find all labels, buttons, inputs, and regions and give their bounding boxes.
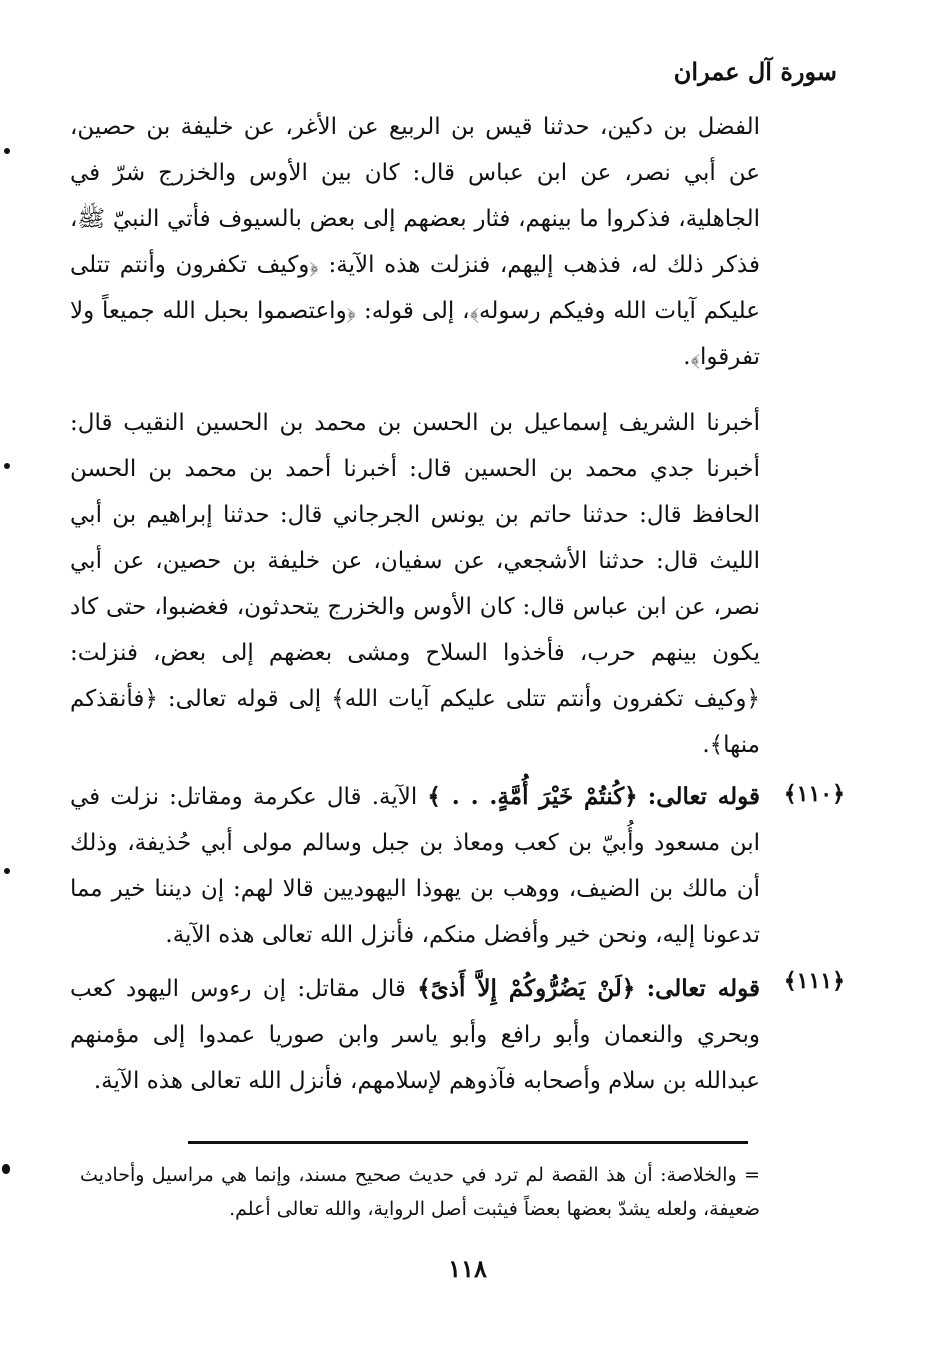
running-header: سورة آل عمران xyxy=(673,57,837,86)
paragraph-1: الفضل بن دكين، حدثنا قيس بن الربيع عن الأغر، عن خليفة بن حصين، عن أبي نصر، عن ابن عباس قال: كان بين الأوس والخزرج شرّ في الجاهلية، فذكروا ما بينهم، فثار بعضهم إلى بعض بالسيوف فأتي النبيّ ﷺ، فذكر ذلك له، فذهب إليهم، فنزلت هذه الآية: ﴿وكيف تكفرون وأنتم تتلى عليكم آيات الله وفيكم رسوله﴾، إلى قوله: ﴿واعتصموا بحبل الله جميعاً ولا تفرقوا﴾. xyxy=(70,114,760,370)
paragraph-2: أخبرنا الشريف إسماعيل بن الحسن بن محمد بن الحسين النقيب قال: أخبرنا جدي محمد بن الحسين قال: أخبرنا أحمد بن محمد بن الحسن الحافظ قال: حدثنا حاتم بن يونس الجرجاني قال: حدثنا إبراهيم بن أبي الليث قال: حدثنا الأشجعي، عن سفيان، عن خليفة بن حصين، عن أبي نصر، عن ابن عباس قال: كان الأوس والخزرج يتحدثون، فغضبوا، حتى كاد يكون بينهم حرب، فأخذوا السلاح ومشى بعضهم إلى بعض، فنزلت: ﴿وكيف تكفرون وأنتم تتلى عليكم آيات الله﴾ إلى قوله تعالى: ﴿فأنقذكم منها﴾. xyxy=(70,410,760,758)
page-number: ١١٨ xyxy=(448,1254,487,1283)
margin-dot xyxy=(4,868,10,874)
verse-number-110: ﴿١١٠﴾ xyxy=(783,781,845,807)
verse-number-111: ﴿١١١﴾ xyxy=(783,968,845,994)
verse-111-body: قال مقاتل: إن رءوس اليهود كعب وبحري والنعمان وأبو رافع وأبو ياسر وابن صوريا عمدوا إلى مؤمنهم عبدالله بن سلام وأصحابه فآذوهم لإسلامهم، فأنزل الله تعالى هذه الآية. xyxy=(70,976,760,1094)
verse-110-commentary xyxy=(70,774,760,958)
footnote: = والخلاصة: أن هذ القصة لم ترد في حديث صحيح مسند، وإنما هي مراسيل وأحاديث ضعيفة، ولعله يشدّ بعضها بعضاً فيثبت أصل الرواية، والله تعالى أعلم. xyxy=(80,1164,760,1220)
margin-dot xyxy=(4,463,10,469)
verse-111-lead: قوله تعالى: xyxy=(646,975,761,1002)
margin-dot xyxy=(4,148,10,154)
verse-111-commentary xyxy=(70,966,760,1104)
margin-dot xyxy=(2,1164,10,1174)
verse-111-quote: ﴿لَنْ يَضُرُّوكُمْ إِلاَّ أَذىً﴾ xyxy=(417,975,636,1002)
footnote-divider xyxy=(188,1141,748,1144)
verse-110-quote: ﴿كُنتُمْ خَيْرَ أُمَّةٍ. . . ﴾ xyxy=(427,783,638,810)
verse-110-body: الآية. قال عكرمة ومقاتل: نزلت في ابن مسعود وأُبيّ بن كعب ومعاذ بن جبل وسالم مولى أبي حُذيفة، وذلك أن مالك بن الضيف، ووهب بن يهوذا اليهوديين قالا لهم: إن ديننا خير مما تدعونا إليه، ونحن خير وأفضل منكم، فأنزل الله تعالى هذه الآية. xyxy=(70,784,760,948)
verse-110-lead: قوله تعالى: xyxy=(647,783,761,810)
